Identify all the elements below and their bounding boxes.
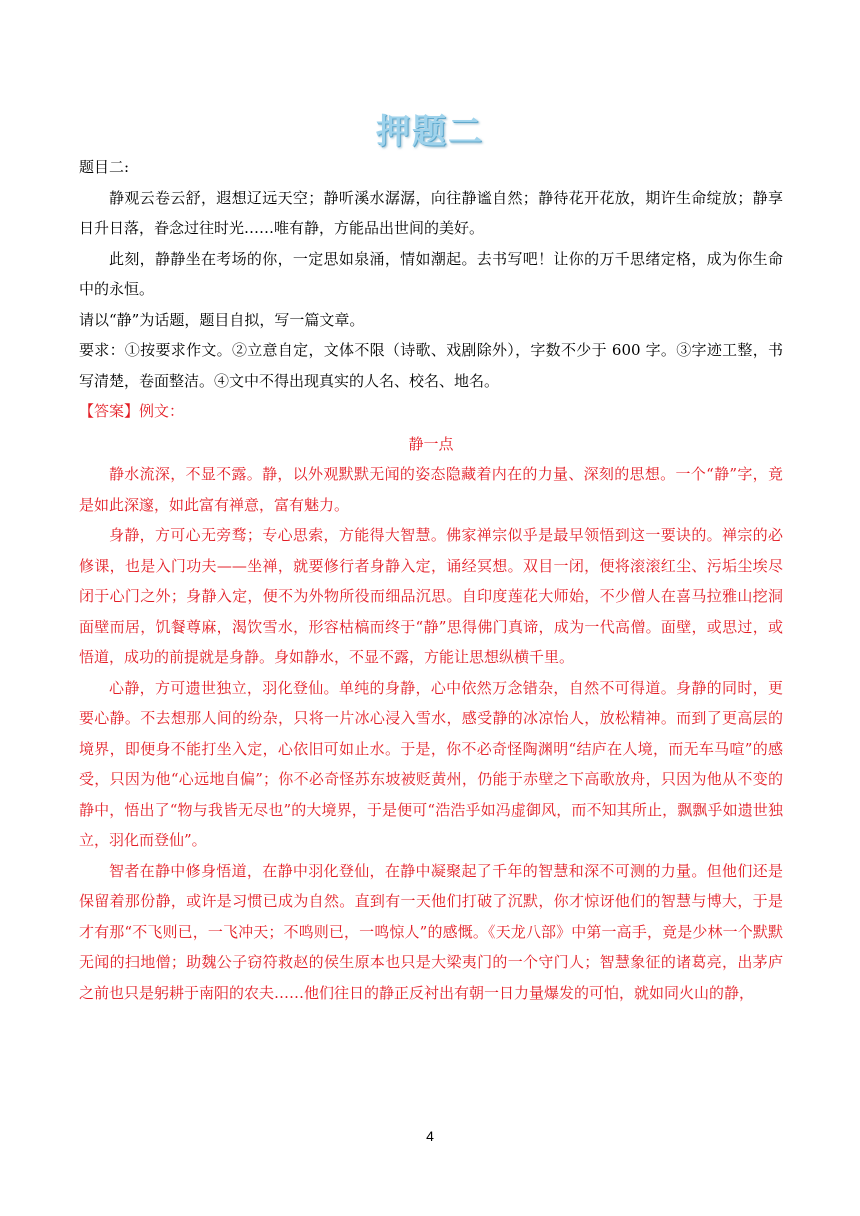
essay-paragraph-2: 身静，方可心无旁骛；专心思索，方能得大智慧。佛家禅宗似乎是最早领悟到这一要诀的。禅宗的必修课，也是入门功夫——坐禅，就要修行者身静入定，诵经冥想。双目一闭，便将滚滚红尘、污垢尘埃尽闭于心门之外；身静入定，便不为外物所役而细品沉思。自印度莲花大师始，不少僧人在喜马拉雅山挖洞面壁而居，饥餐尊麻，渴饮雪水，形容枯槁而终于“静”思得佛门真谛，成为一代高僧。面壁，或思过，或悟道，成功的前提就是身静。身如静水，不显不露，方能让思想纵横千里。	[79, 526, 783, 666]
requirements-text: 要求：①按要求作文。②立意自定，文体不限（诗歌、戏剧除外），字数不少于 600 字。③字迹工整，书写清楚，卷面整洁。④文中不得出现真实的人名、校名、地名。	[79, 341, 783, 390]
prompt-paragraph-1: 静观云卷云舒，遐想辽远天空；静听溪水潺潺，向往静谧自然；静待花开花放，期许生命绽放；静享日升日落，眷念过往时光……唯有静，方能品出世间的美好。	[79, 188, 783, 237]
essay-title: 静一点	[408, 434, 454, 453]
page-number: 4	[426, 1128, 434, 1144]
title-area	[0, 104, 860, 153]
essay-paragraph-1: 静水流深，不显不露。静，以外观默默无闻的姿态隐藏着内在的力量、深刻的思想。一个“静”字，竟是如此深邃，如此富有禅意，富有魅力。	[79, 465, 783, 514]
page-title: 押题二	[376, 112, 484, 152]
document-body	[79, 152, 783, 1008]
instruction-text: 请以“静”为话题，题目自拟，写一篇文章。	[79, 310, 365, 329]
answer-label: 【答案】例文：	[79, 402, 185, 420]
essay-paragraph-3: 心静，方可遗世独立，羽化登仙。单纯的身静，心中依然万念错杂，自然不可得道。身静的同时，更要心静。不去想那人间的纷杂，只将一片冰心浸入雪水，感受静的冰凉怡人，放松精神。而到了更高层的境界，即便身不能打坐入定，心依旧可如止水。于是，你不必奇怪陶渊明“结庐在人境，而无车马喧”的感受，只因为他“心远地自偏”；你不必奇怪苏东坡被贬黄州，仍能于赤壁之下高歌放舟，只因为他从不变的静中，悟出了“物与我皆无尽也”的大境界，于是便可“浩浩乎如冯虚御风，而不知其所止，飘飘乎如遗世独立，羽化而登仙”。	[79, 678, 783, 849]
essay-paragraph-4: 智者在静中修身悟道，在静中羽化登仙，在静中凝聚起了千年的智慧和深不可测的力量。但他们还是保留着那份静，或许是习惯已成为自然。直到有一天他们打破了沉默，你才惊讶他们的智慧与博大，于是才有那“不飞则已，一飞冲天；不鸣则已，一鸣惊人”的感慨。《天龙八部》中第一高手，竟是少林一个默默无闻的扫地僧；助魏公子窃符救赵的侯生原本也只是大梁夷门的一个守门人；智慧象征的诸葛亮，出茅庐之前也只是躬耕于南阳的农夫……他们往日的静正反衬出有朝一日力量爆发的可怕，就如同火山的静，	[79, 861, 783, 1002]
prompt-paragraph-2: 此刻，静静坐在考场的你，一定思如泉涌，情如潮起。去书写吧！让你的万千思绪定格，成为你生命中的永恒。	[79, 249, 783, 298]
question-label: 题目二:	[79, 158, 130, 176]
